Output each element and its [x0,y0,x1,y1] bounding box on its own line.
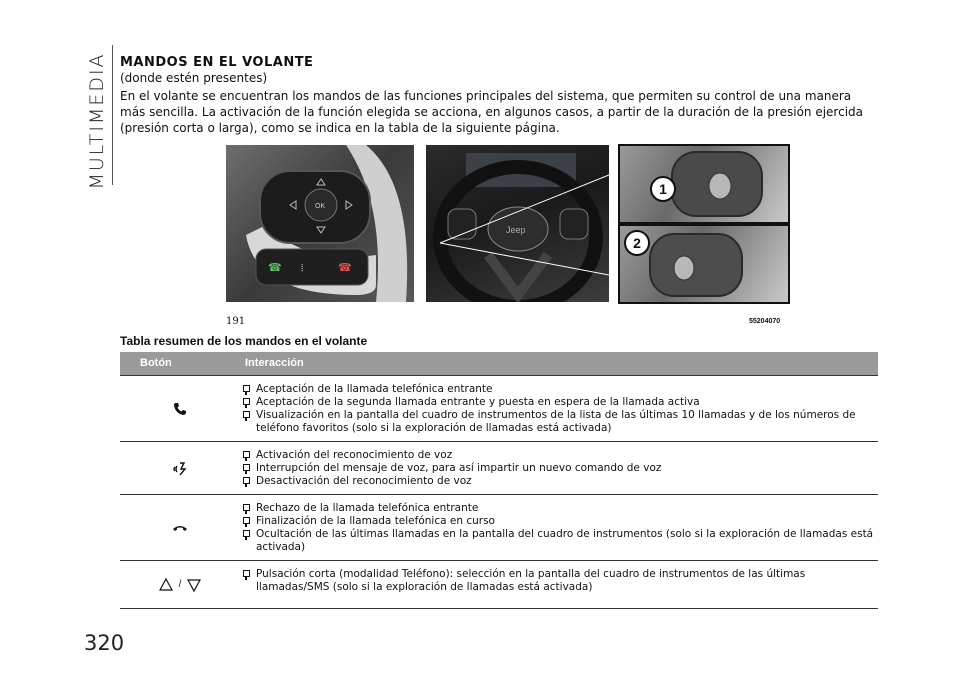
bullet-icon [243,530,250,537]
list-item: Pulsación corta (modalidad Teléfono): selección en la pantalla del cuadro de instrumentos de las últimas llamadas/SMS (solo si la exploración de llamadas está activada) [243,568,878,594]
table-title: Tabla resumen de los mandos en el volante [120,334,368,348]
bullet-icon [243,504,250,511]
steering-wheel-illustration [426,145,609,302]
table-row [120,376,878,442]
svg-text:⦙: ⦙ [301,263,304,274]
figure-number: 191 [226,316,246,327]
phone-hangup-icon [172,523,188,533]
list-item: Rechazo de la llamada telefónica entrante [243,502,878,515]
bullet-icon [243,398,250,405]
callout-2: 2 [624,230,650,256]
bullet-icon [243,464,250,471]
section-divider [112,45,113,185]
section-tab-label: MULTIMEDIA [86,52,108,190]
controls-table [120,352,878,609]
section-tab [84,54,110,188]
bullet-icon [243,477,250,484]
callout-1: 1 [650,176,676,202]
list-item: Aceptación de la segunda llamada entrante y puesta en espera de la llamada activa [243,396,878,409]
intro-paragraph: En el volante se encuentran los mandos de las funciones principales del sistema, que permiten su control de una manera más sencilla. La activación de la función elegida se acciona, en algunos casos, a partir de la duración de la presión ejercida (presión corta o larga), como se indica en la tabla de la siguiente página. [120,89,864,135]
list-item: Desactivación del reconocimiento de voz [243,475,878,488]
steering-controls-photo [226,145,414,302]
svg-text:☎: ☎ [338,261,352,274]
svg-text:Jeep: Jeep [506,225,526,235]
voice-command-icon [172,460,188,476]
bullet-icon [243,385,250,392]
triangle-down-icon [187,578,201,592]
bullet-icon [243,570,250,577]
steering-controls-illustration [226,145,414,302]
bullet-icon [243,451,250,458]
up-down-triangle-icon [159,578,202,592]
figure-code: 55204070 [749,318,781,325]
bullet-icon [243,517,250,524]
inset-button-2 [618,224,790,304]
table-row [120,495,878,561]
list-item: Aceptación de la llamada telefónica entrante [243,383,878,396]
table-header [120,352,878,376]
list-item: Finalización de la llamada telefónica en curso [243,515,878,528]
ok-label: OK [315,203,326,210]
section-subheading: (donde estén presentes) [120,71,268,85]
inset-button-1 [618,144,790,224]
bullet-icon [243,411,250,418]
triangle-up-icon [159,578,173,592]
page-number: 320 [84,631,125,655]
list-item: Ocultación de las últimas llamadas en la pantalla del cuadro de instrumentos (solo si la exploración de llamadas está activada) [243,528,878,554]
section-heading: MANDOS EN EL VOLANTE [120,55,314,70]
table-row [120,442,878,495]
icon-separator: / [178,579,182,590]
phone-answer-icon [173,402,187,416]
list-item: Interrupción del mensaje de voz, para así impartir un nuevo comando de voz [243,462,878,475]
list-item: Visualización en la pantalla del cuadro de instrumentos de la lista de las últimas 10 llamadas y de los números de teléfono favoritos (solo si la exploración de llamadas está activada) [243,409,878,435]
header-button: Botón [140,357,172,369]
inset-1-illustration [620,146,788,222]
header-interaction: Interacción [245,357,304,369]
steering-wheel-photo [426,145,609,302]
list-item: Activación del reconocimiento de voz [243,449,878,462]
svg-text:☎: ☎ [268,261,282,274]
table-row [120,561,878,609]
